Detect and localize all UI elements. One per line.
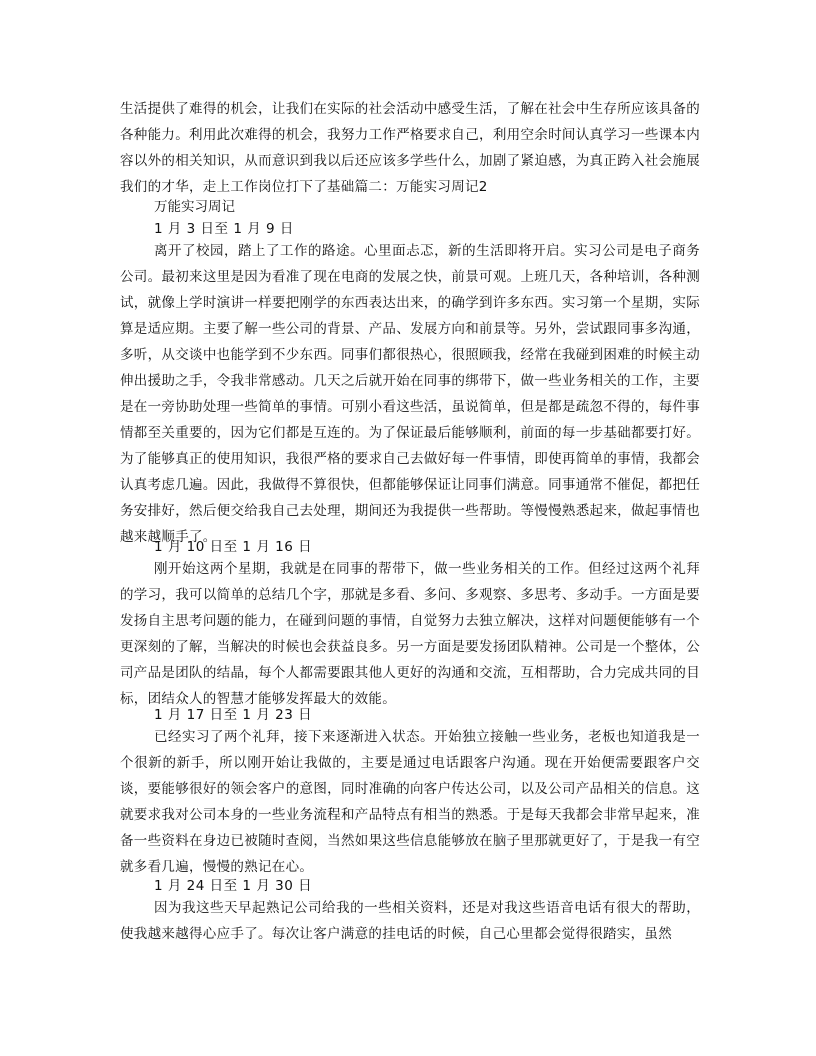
week-3-paragraph: 已经实习了两个礼拜，接下来逐渐进入状态。开始独立接触一些业务，老板也知道我是一个很新的新手，所以刚开始让我做的，主要是通过电话跟客户沟通。现在开始便需要跟客户交谈，要能够很好的领会客户的意图，同时准确的向客户传达公司，以及公司产品相关的信息。这就要求我对公司本身的一些业务流程和产品特点有相当的熟悉。于是每天我都会非常早起来，准备一些资料在身边已被随时查阅，当然如果这些信息能够放在脑子里那就更好了，于是我一有空就多看几遍，慢慢的熟记在心。 (120, 729, 700, 875)
week-4-date: 1 月 24 日至 1 月 30 日 (154, 878, 313, 894)
week-2-paragraph: 刚开始这两个星期，我就是在同事的帮带下，做一些业务相关的工作。但经过这两个礼拜的学习，我可以简单的总结几个字，那就是多看、多问、多观察、多思考、多动手。一方面是要发扬自主思考问题的能力，在碰到问题的事情，自觉努力去独立解决，这样对问题便能够有一个更深刻的了解，当解决的时候也会获益良多。另一方面是要发扬团队精神。公司是一个整体，公司产品是团队的结晶，每个人都需要跟其他人更好的沟通和交流，互相帮助，合力完成共同的目标，团结众人的智慧才能够发挥最大的效能。 (120, 561, 700, 707)
week-2-date: 1 月 10 日至 1 月 16 日 (154, 539, 313, 555)
week-1-date: 1 月 3 日至 1 月 9 日 (154, 221, 294, 237)
week-3-date: 1 月 17 日至 1 月 23 日 (154, 707, 313, 723)
document-title: 万能实习周记 (154, 199, 235, 215)
intro-paragraph: 生活提供了难得的机会，让我们在实际的社会活动中感受生活，了解在社会中生存所应该具备的各种能力。利用此次难得的机会，我努力工作严格要求自己，利用空余时间认真学习一些课本内容以外的相关知识，从而意识到我以后还应该多学些什么，加剧了紧迫感，为真正跨入社会施展我们的才华，走上工作岗位打下了基础篇二：万能实习周记2 (120, 101, 700, 195)
week-4-paragraph: 因为我这些天早起熟记公司给我的一些相关资料，还是对我这些语音电话有很大的帮助，使我越来越得心应手了。每次让客户满意的挂电话的时候，自己心里都会觉得很踏实，虽然 (120, 900, 700, 942)
week-1-paragraph: 离开了校园，踏上了工作的路途。心里面忐忑，新的生活即将开启。实习公司是电子商务公司。最初来这里是因为看准了现在电商的发展之快，前景可观。上班几天，各种培训，各种测试，就像上学时演讲一样要把刚学的东西表达出来，的确学到许多东西。实习第一个星期，实际算是适应期。主要了解一些公司的背景、产品、发展方向和前景等。另外，尝试跟同事多沟通，多听，从交谈中也能学到不少东西。同事们都很热心，很照顾我，经常在我碰到困难的时候主动伸出援助之手，令我非常感动。几天之后就开始在同事的绑带下，做一些业务相关的工作，主要是在一旁协助处理一些简单的事情。可别小看这些活，虽说简单，但是都是疏忽不得的，每件事情都至关重要的，因为它们都是互连的。为了保证最后能够顺利，前面的每一步基础都要打好。为了能够真正的使用知识，我很严格的要求自己去做好每一件事情，即使再简单的事情，我都会认真考虑几遍。因此，我做得不算很快，但都能够保证让同事们满意。同事通常不催促，都把任务安排好，然后便交给我自己去处理，期间还为我提供一些帮助。等慢慢熟悉起来，做起事情也越来越顺手了。 (120, 243, 700, 545)
